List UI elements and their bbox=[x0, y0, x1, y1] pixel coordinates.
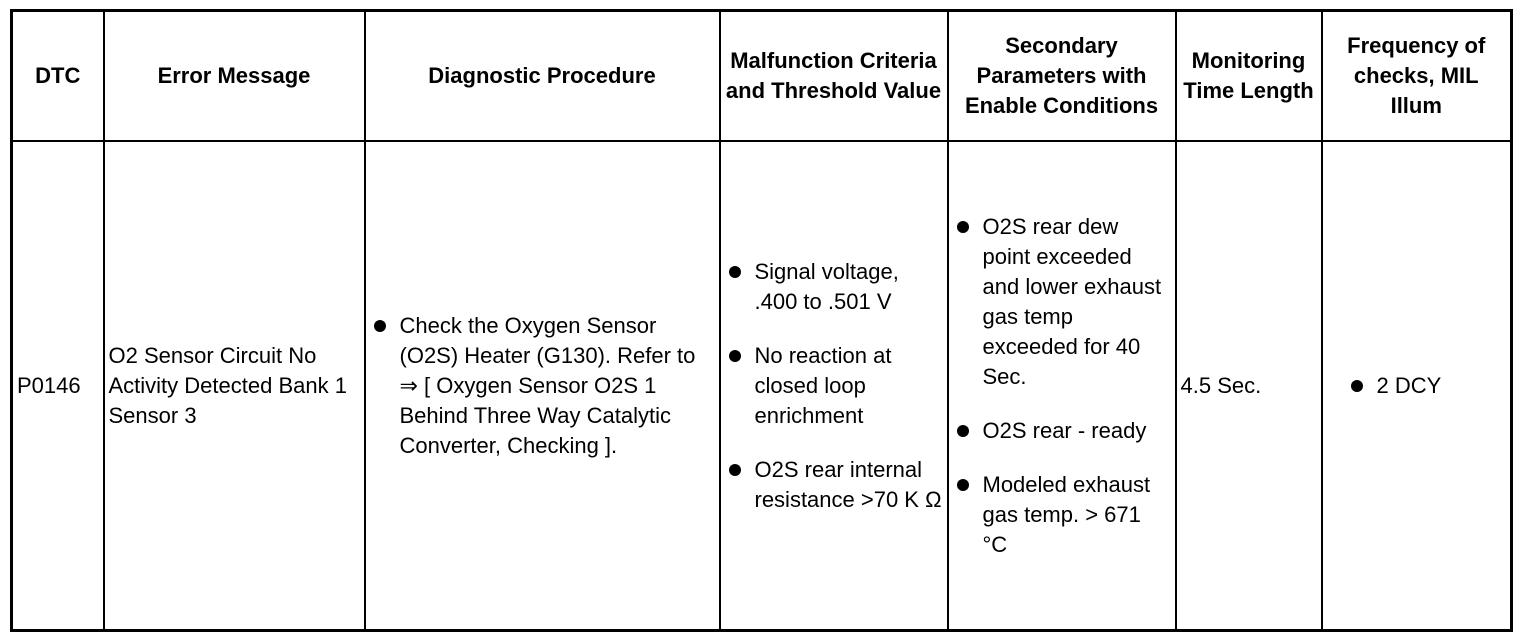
list-item-text: Signal voltage, .400 to .501 V bbox=[754, 258, 899, 314]
bullet-icon bbox=[729, 350, 741, 362]
list-item bbox=[725, 257, 943, 317]
list-item-text: No reaction at closed loop enrichment bbox=[754, 342, 892, 428]
list-item bbox=[725, 341, 943, 431]
header-diagnostic-procedure: Diagnostic Procedure bbox=[365, 11, 720, 142]
header-dtc: DTC bbox=[12, 11, 104, 142]
bullet-icon bbox=[957, 479, 969, 491]
list-item bbox=[370, 311, 715, 461]
bullet-icon bbox=[729, 464, 741, 476]
header-malfunction-criteria: Malfunction Criteria and Threshold Value bbox=[720, 11, 948, 142]
frequency-cell bbox=[1322, 141, 1512, 631]
dtc-code-cell: P0146 bbox=[12, 141, 104, 631]
header-error-message: Error Message bbox=[104, 11, 365, 142]
list-item bbox=[725, 455, 943, 515]
malfunction-criteria-list bbox=[725, 257, 943, 515]
header-frequency: Frequency of checks, MIL Illum bbox=[1322, 11, 1512, 142]
header-row bbox=[12, 11, 1512, 142]
list-item-text: O2S rear - ready bbox=[982, 417, 1147, 443]
frequency-list bbox=[1347, 371, 1507, 401]
list-item-text: 2 DCY bbox=[1376, 372, 1442, 398]
header-monitoring-time: Monitoring Time Length bbox=[1176, 11, 1322, 142]
diagnostic-procedure-cell bbox=[365, 141, 720, 631]
secondary-parameters-list bbox=[953, 212, 1171, 560]
list-item-text: O2S rear internal resistance >70 K Ω bbox=[754, 456, 942, 512]
secondary-parameters-cell bbox=[948, 141, 1176, 631]
list-item-text: Check the Oxygen Sensor (O2S) Heater (G130). Refer to ⇒ [ Oxygen Sensor O2S 1 Behind Three Way Catalytic Converter, Checking ]. bbox=[399, 312, 696, 458]
diagnostic-procedure-list bbox=[370, 311, 715, 461]
bullet-icon bbox=[729, 266, 741, 278]
table-row bbox=[12, 141, 1512, 631]
bullet-icon bbox=[957, 425, 969, 437]
monitoring-time-cell: 4.5 Sec. bbox=[1176, 141, 1322, 631]
list-item-text: O2S rear dew point exceeded and lower exhaust gas temp exceeded for 40 Sec. bbox=[982, 213, 1162, 389]
list-item bbox=[1347, 371, 1507, 401]
error-message-cell: O2 Sensor Circuit No Activity Detected Bank 1 Sensor 3 bbox=[104, 141, 365, 631]
bullet-icon bbox=[374, 320, 386, 332]
malfunction-criteria-cell bbox=[720, 141, 948, 631]
list-item bbox=[953, 470, 1171, 560]
list-item-text: Modeled exhaust gas temp. > 671 °C bbox=[982, 471, 1151, 557]
header-secondary-parameters: Secondary Parameters with Enable Conditions bbox=[948, 11, 1176, 142]
dtc-table bbox=[10, 9, 1513, 632]
bullet-icon bbox=[1351, 380, 1363, 392]
bullet-icon bbox=[957, 221, 969, 233]
list-item bbox=[953, 416, 1171, 446]
list-item bbox=[953, 212, 1171, 392]
